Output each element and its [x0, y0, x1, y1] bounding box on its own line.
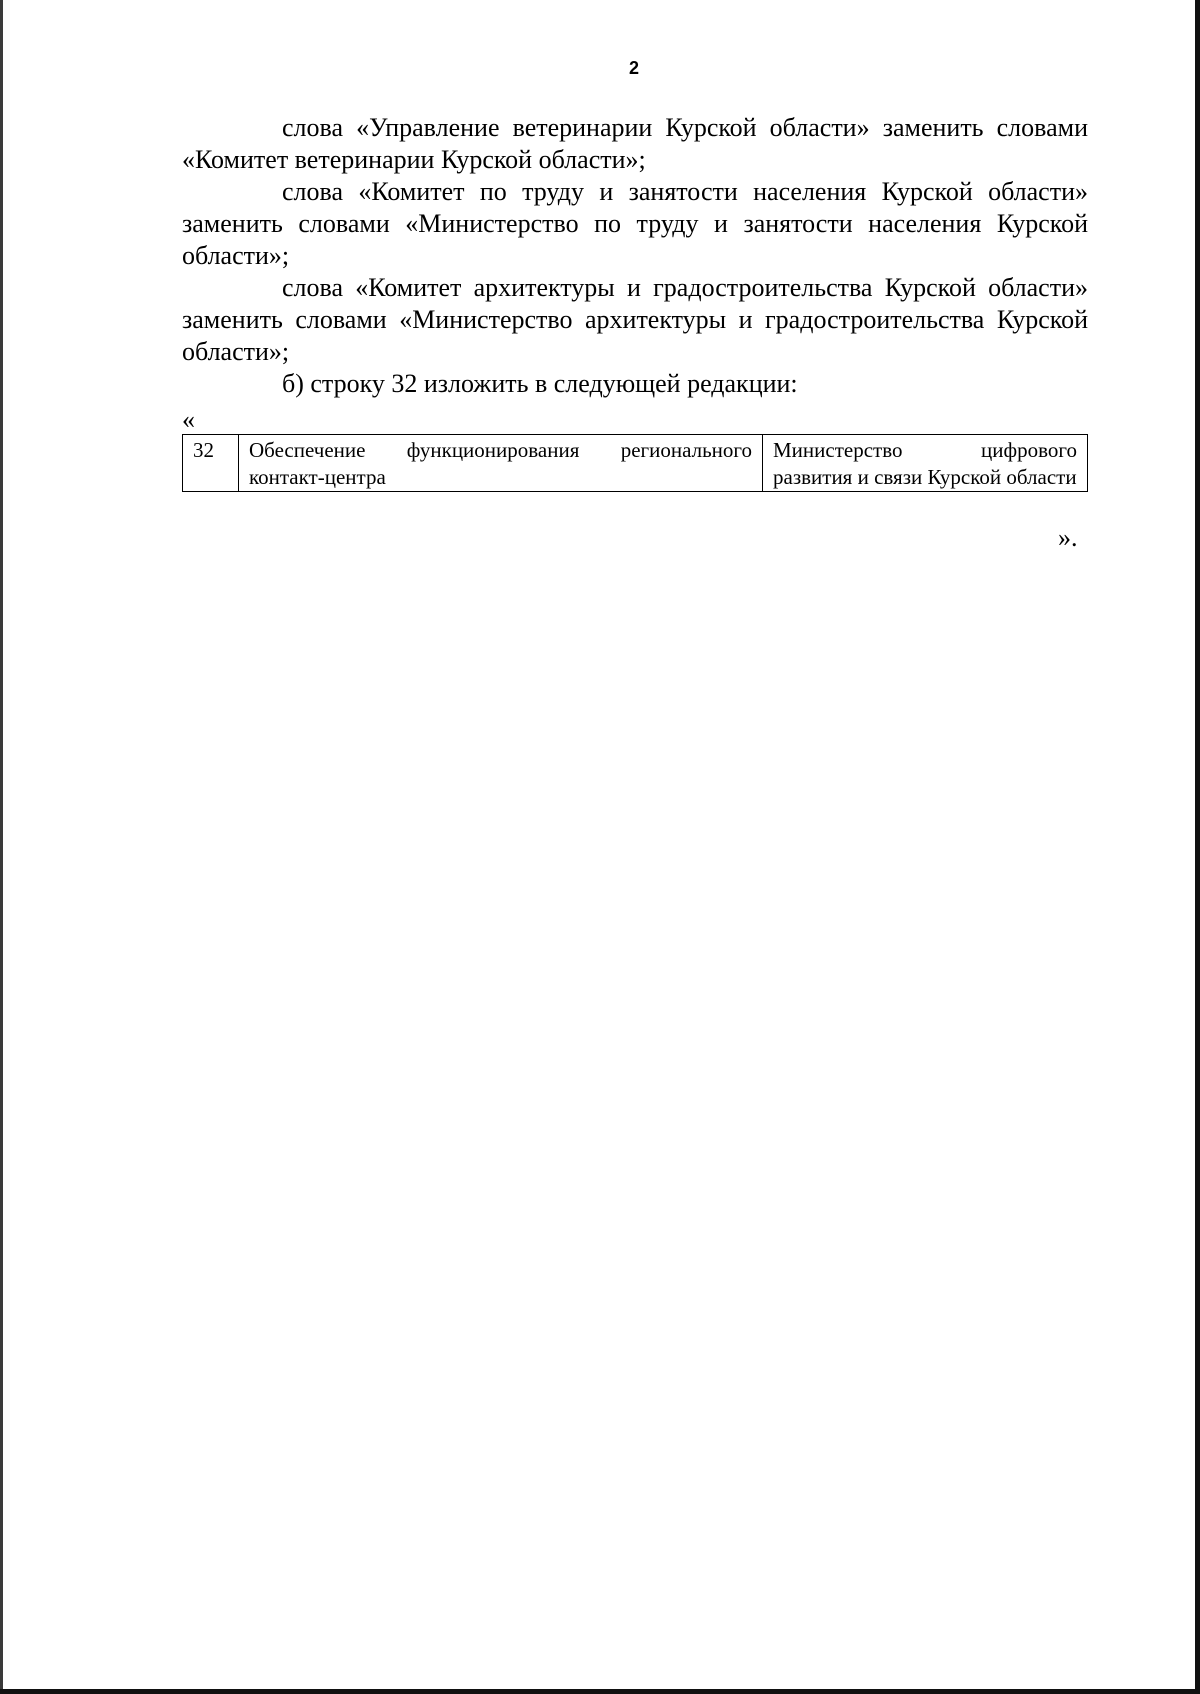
document-body: [182, 112, 1088, 400]
open-quote: «: [182, 405, 195, 434]
row-responsible-cell: Министерство цифрового развития и связи Курской области: [763, 435, 1088, 492]
close-quote: ».: [1058, 523, 1078, 552]
table-row: [183, 435, 1088, 492]
page-number: 2: [628, 58, 639, 78]
row-32-table: [182, 434, 1088, 492]
paragraph-architecture: слова «Комитет архитектуры и градостроительства Курской области» заменить словами «Министерство архитектуры и градостроительства Курской области»;: [182, 273, 1088, 366]
scan-edge-bottom: [0, 1689, 1200, 1694]
paragraph-veterinary: слова «Управление ветеринарии Курской области» заменить словами «Комитет ветеринарии Курской области»;: [182, 113, 1088, 174]
paragraph-labor: слова «Комитет по труду и занятости населения Курской области» заменить словами «Министерство по труду и занятости населения Курской области»;: [182, 177, 1088, 270]
paragraph-row-32-intro: б) строку 32 изложить в следующей редакции:: [282, 369, 798, 398]
row-name-cell: Обеспечение функционирования регионального контакт-центра: [239, 435, 763, 492]
scan-edge-right: [1195, 0, 1200, 1694]
scan-edge-left: [0, 0, 3, 1694]
row-number-cell: 32: [183, 435, 239, 492]
